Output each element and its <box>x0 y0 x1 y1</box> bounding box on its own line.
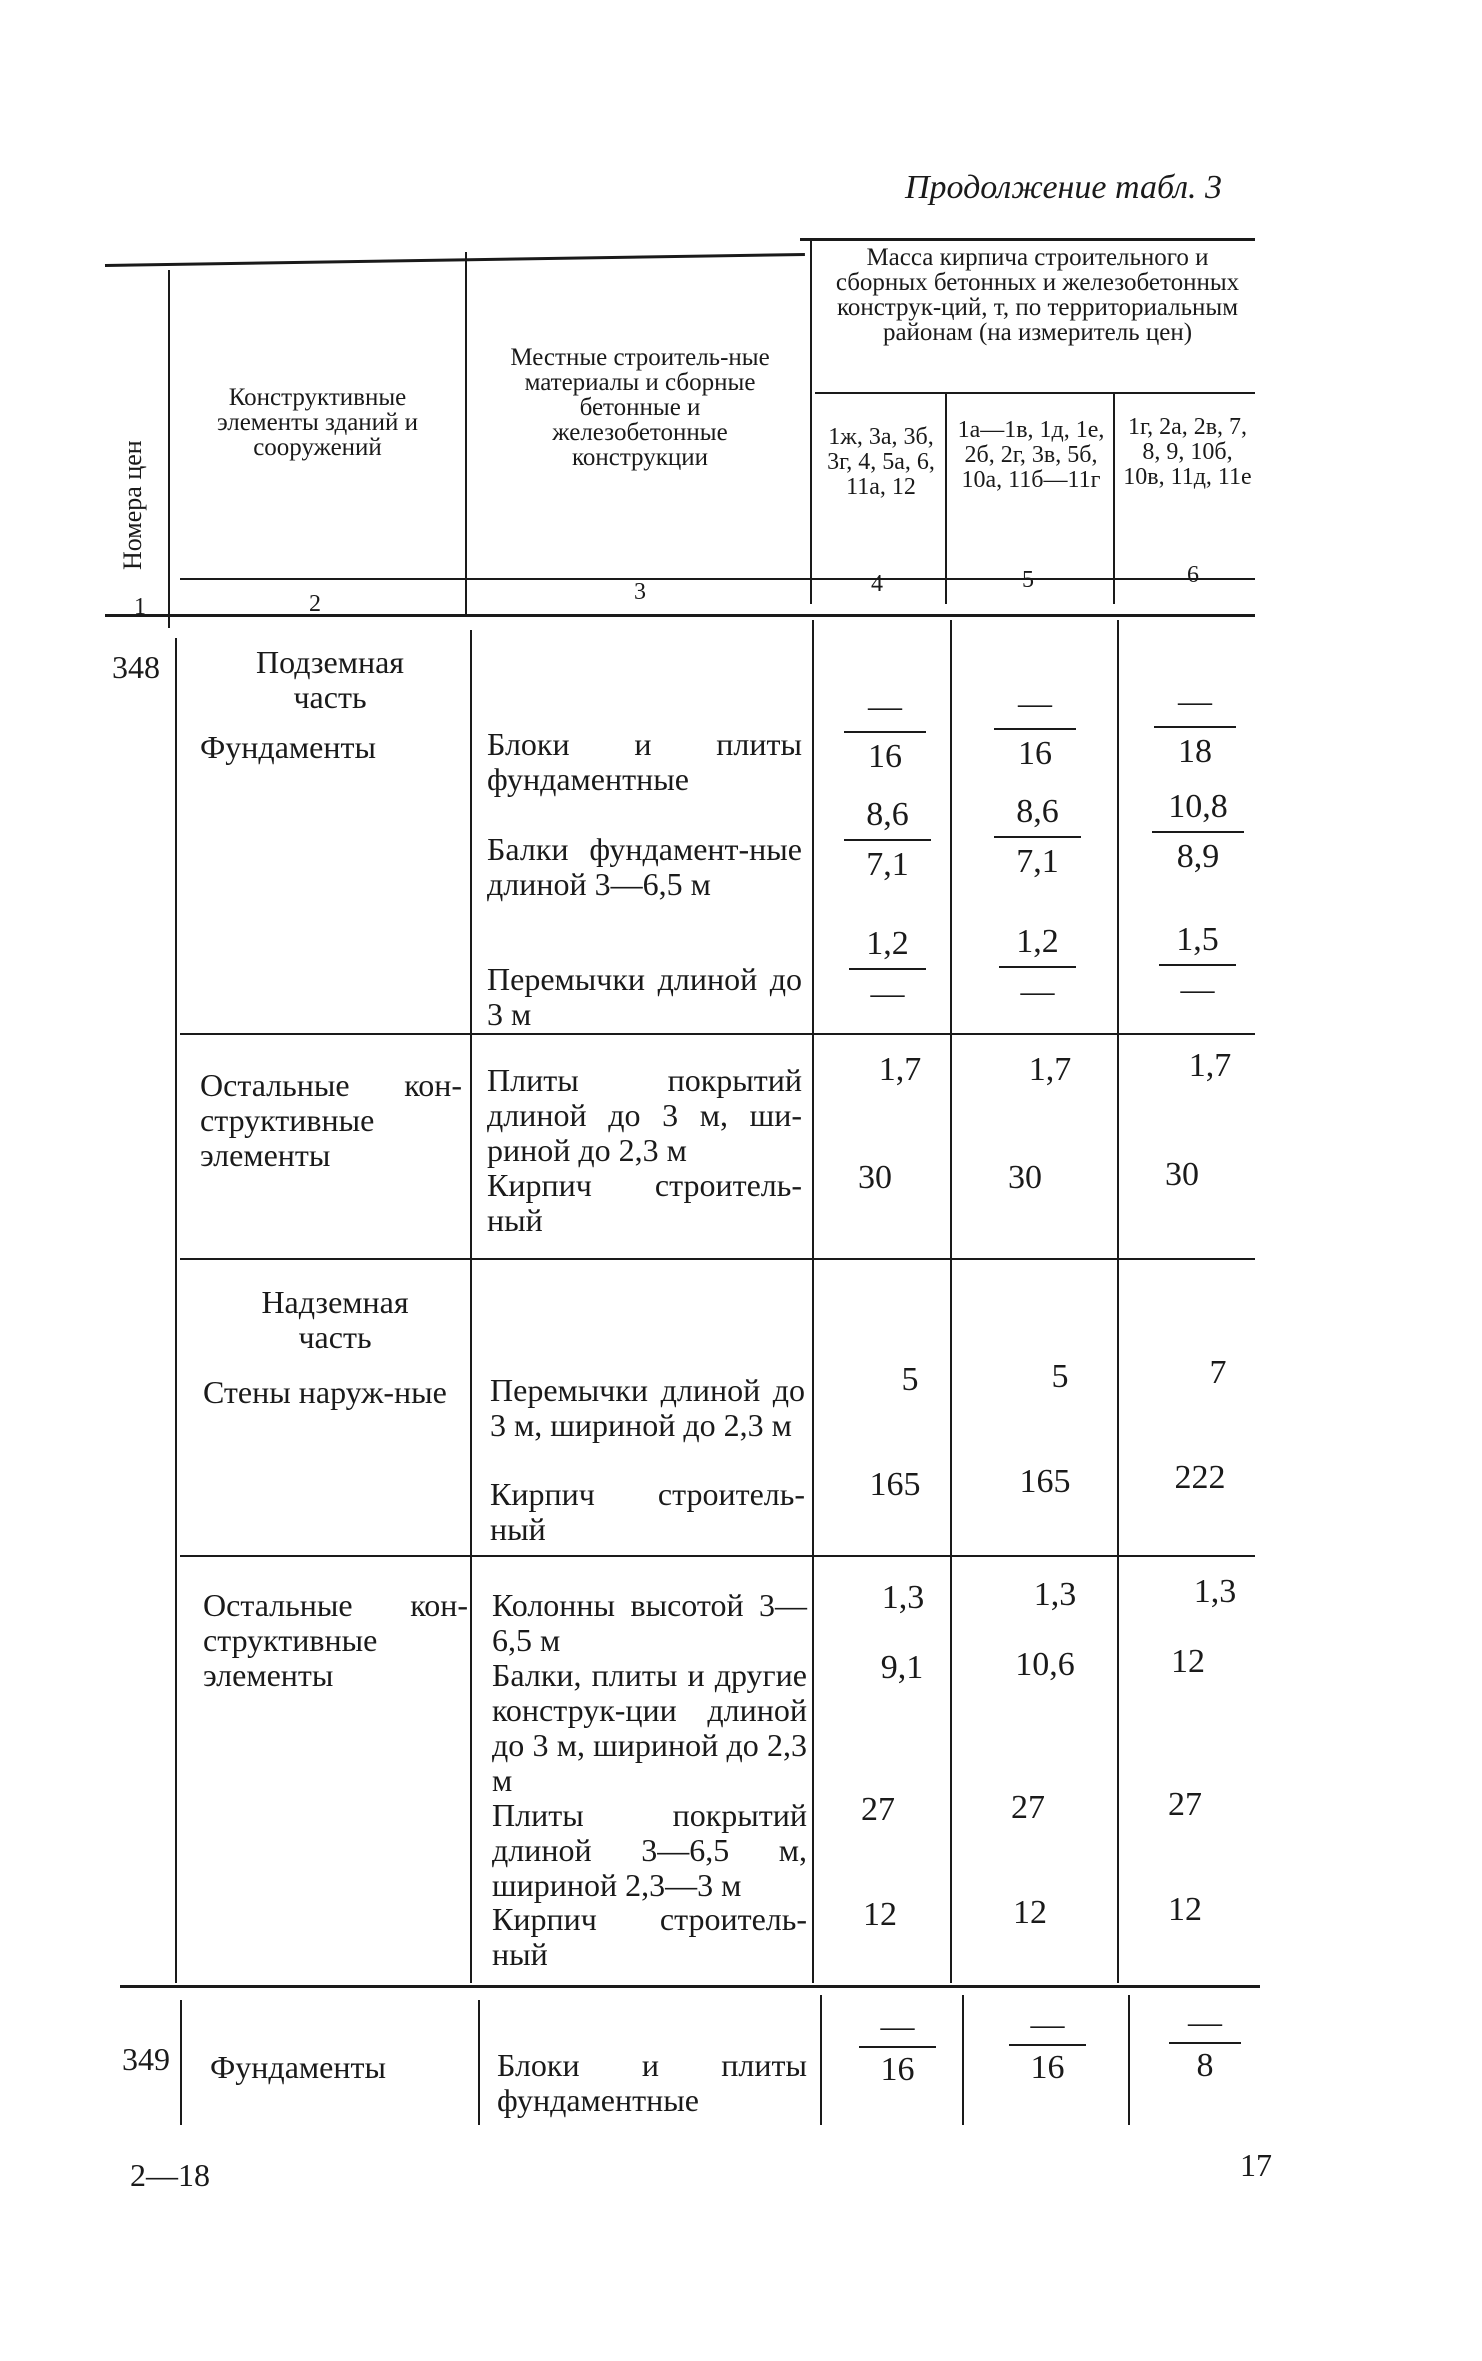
header-group-top-rule <box>800 238 1255 241</box>
header-num-2: 2 <box>309 591 321 617</box>
page-number: 17 <box>1240 2147 1272 2183</box>
blocks-col4: — 16 <box>840 685 930 779</box>
header-bottom-rule <box>105 614 1255 617</box>
footer-signature: 2—18 <box>130 2157 210 2193</box>
material-cover-plates-short: Плиты покрытий длиной до 3 м, ши-риной до 2,3 м <box>487 1062 802 1168</box>
row349-blocks-col5: — 16 <box>1005 2008 1090 2088</box>
other2-brick-col5: 12 <box>1013 1894 1047 1931</box>
header-region-col5: 1а—1в, 1д, 1е, 2б, 2г, 3в, 5б, 10а, 11б—11г <box>957 417 1105 493</box>
row349-vline-3 <box>820 1995 822 2125</box>
element-foundations-349: Фундаменты <box>210 2049 386 2085</box>
material-blocks-349: Блоки и плиты фундаментные <box>497 2047 807 2118</box>
other2-beams-col6: 12 <box>1171 1643 1205 1680</box>
body-vline-4 <box>950 620 952 1983</box>
material-lintels: Перемычки длиной до 3 м <box>487 961 802 1032</box>
material-columns: Колонны высотой 3—6,5 м <box>492 1587 807 1658</box>
header-vline-4 <box>945 392 947 604</box>
header-local-materials: Местные строитель-ные материалы и сборные бетонные и железобетонные конструкции <box>510 344 770 471</box>
walls-lintels-col5: 5 <box>1051 1358 1069 1395</box>
other2-plates-col4: 27 <box>861 1791 895 1828</box>
walls-brick-col6: 222 <box>1174 1459 1226 1496</box>
material-brick-3: Кирпич строитель-ный <box>492 1901 807 1972</box>
walls-brick-col5: 165 <box>1019 1463 1071 1500</box>
header-num-1: 1 <box>134 594 146 620</box>
header-structural-elements: Конструктивные элементы зданий и сооружений <box>216 384 419 461</box>
row349-blocks-col4: — 16 <box>855 2010 940 2090</box>
table-caption: Продолжение табл. 3 <box>905 169 1223 206</box>
header-top-rule <box>105 253 805 267</box>
other2-plates-col6: 27 <box>1168 1786 1202 1823</box>
walls-brick-col4: 165 <box>869 1466 921 1503</box>
other2-beams-col4: 9,1 <box>880 1649 924 1686</box>
walls-lintels-col4: 5 <box>901 1361 919 1398</box>
header-region-col4: 1ж, 3а, 3б, 3г, 4, 5а, 6, 11а, 12 <box>827 424 935 500</box>
other2-brick-col4: 12 <box>863 1896 897 1933</box>
blocks-col6: — 18 <box>1150 680 1240 774</box>
other2-columns-col5: 1,3 <box>1033 1576 1077 1613</box>
other1-plates-col4: 1,7 <box>878 1051 922 1088</box>
other-elements-aboveground: Остальные кон-структивные элементы <box>203 1587 468 1693</box>
section-underground: Подземная часть <box>256 644 404 715</box>
header-vline-2 <box>465 252 467 614</box>
lintels-col4: 1,2 — <box>845 922 930 1016</box>
sep-other-aboveground <box>180 1258 1255 1260</box>
header-num-3: 3 <box>634 579 646 605</box>
header-vline-1 <box>168 270 170 628</box>
material-cover-plates-long: Плиты покрытий длиной 3—6,5 м, шириной 2,3—3 м <box>492 1797 807 1903</box>
beams-col5: 8,6 7,1 <box>990 790 1085 884</box>
header-vline-3 <box>810 240 812 604</box>
header-region-col6: 1г, 2а, 2в, 7, 8, 9, 10б, 10в, 11д, 11е <box>1123 414 1252 490</box>
other1-brick-col4: 30 <box>858 1159 892 1196</box>
price-number-349: 349 <box>122 2041 170 2077</box>
element-outer-walls: Стены наруж-ные <box>203 1374 447 1410</box>
row349-vline-1 <box>180 2000 182 2125</box>
header-vline-5 <box>1113 392 1115 604</box>
row349-blocks-col6: — 8 <box>1165 2006 1245 2086</box>
other2-plates-col5: 27 <box>1011 1789 1045 1826</box>
material-beams: Балки фундамент-ные длиной 3—6,5 м <box>487 831 802 902</box>
material-brick-2: Кирпич строитель-ный <box>490 1476 805 1547</box>
element-foundations: Фундаменты <box>200 729 376 765</box>
other2-beams-col5: 10,6 <box>1015 1646 1075 1683</box>
body-vline-5 <box>1117 620 1119 1983</box>
header-num-5: 5 <box>1022 567 1034 593</box>
beams-col6: 10,8 8,9 <box>1148 785 1248 879</box>
other1-plates-col6: 1,7 <box>1188 1047 1232 1084</box>
header-num-6: 6 <box>1187 562 1199 588</box>
header-group-bottom-rule <box>815 392 1255 394</box>
other2-columns-col6: 1,3 <box>1193 1573 1237 1610</box>
header-mass-group-title: Масса кирпича строительного и сборных бетонных и железобетонных конструк-ций, т, по территориальным районам (на измеритель цен) <box>835 244 1240 346</box>
material-beams-plates-other: Балки, плиты и другие конструк-ции длиной до 3 м, шириной до 2,3 м <box>492 1657 807 1798</box>
other-elements-underground: Остальные кон-структивные элементы <box>200 1067 462 1173</box>
walls-lintels-col6: 7 <box>1209 1354 1227 1391</box>
body-vline-1 <box>175 638 177 1983</box>
header-prices-number: Номера цен <box>118 440 147 570</box>
blocks-col5: — 16 <box>990 682 1080 776</box>
lintels-col6: 1,5 — <box>1155 918 1240 1012</box>
sep-walls-other <box>180 1555 1255 1557</box>
other2-columns-col4: 1,3 <box>881 1579 925 1616</box>
row349-vline-5 <box>1128 1995 1130 2125</box>
section-aboveground: Надземная часть <box>261 1284 409 1355</box>
lintels-col5: 1,2 — <box>995 920 1080 1014</box>
other2-brick-col6: 12 <box>1168 1891 1202 1928</box>
body-vline-3 <box>812 620 814 1983</box>
header-num-4: 4 <box>871 571 883 597</box>
material-blocks: Блоки и плиты фундаментные <box>487 726 802 797</box>
price-number-348: 348 <box>112 649 160 685</box>
material-brick-1: Кирпич строитель-ный <box>487 1167 802 1238</box>
row349-vline-4 <box>962 1995 964 2125</box>
material-walls-lintels: Перемычки длиной до 3 м, шириной до 2,3 м <box>490 1372 805 1443</box>
sep-underground-other <box>180 1033 1255 1035</box>
sep-row-349 <box>120 1985 1260 1988</box>
other1-brick-col5: 30 <box>1008 1159 1042 1196</box>
row349-vline-2 <box>478 2000 480 2125</box>
other1-brick-col6: 30 <box>1165 1156 1199 1193</box>
body-vline-2 <box>470 630 472 1983</box>
other1-plates-col5: 1,7 <box>1028 1051 1072 1088</box>
beams-col4: 8,6 7,1 <box>840 793 935 887</box>
header-numbers-top-rule <box>180 578 1255 580</box>
